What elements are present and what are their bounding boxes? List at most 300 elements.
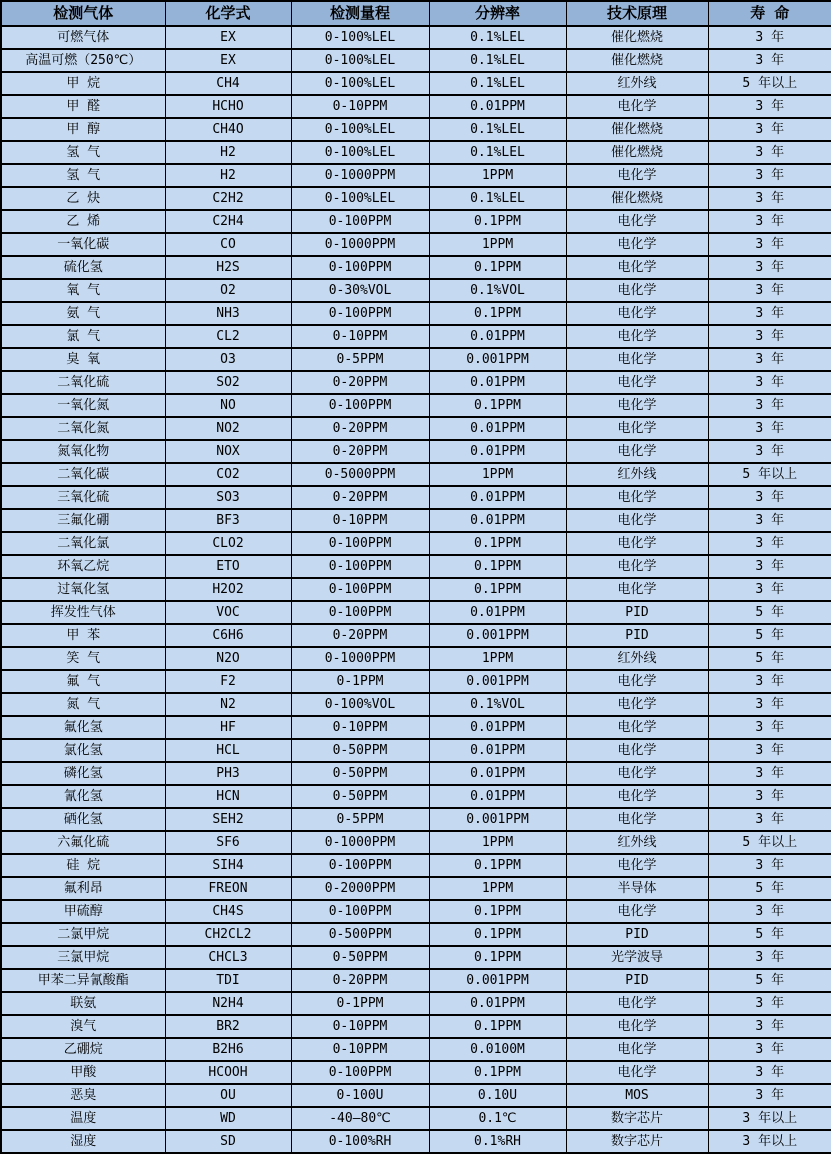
table-row xyxy=(1,854,831,877)
cell-formula: HF xyxy=(165,716,291,739)
table-row xyxy=(1,187,831,210)
table-row xyxy=(1,762,831,785)
cell-gas: 三氟化硼 xyxy=(1,509,165,532)
cell-formula: H2 xyxy=(165,164,291,187)
cell-principle: 电化学 xyxy=(566,1061,708,1084)
cell-principle: 电化学 xyxy=(566,371,708,394)
table-row xyxy=(1,601,831,624)
cell-formula: SIH4 xyxy=(165,854,291,877)
cell-gas: 乙 炔 xyxy=(1,187,165,210)
cell-gas: 一氧化碳 xyxy=(1,233,165,256)
cell-gas: 硒化氢 xyxy=(1,808,165,831)
cell-gas: 六氟化硫 xyxy=(1,831,165,854)
cell-gas: 氯化氢 xyxy=(1,739,165,762)
cell-range: 0-500PPM xyxy=(291,923,429,946)
cell-gas: 笑 气 xyxy=(1,647,165,670)
table-row xyxy=(1,302,831,325)
cell-resolution: 0.01PPM xyxy=(429,417,566,440)
column-header-lifespan: 寿 命 xyxy=(708,1,831,26)
cell-gas: 磷化氢 xyxy=(1,762,165,785)
cell-lifespan: 3 年 xyxy=(708,578,831,601)
table-row xyxy=(1,325,831,348)
table-row xyxy=(1,440,831,463)
column-header-formula: 化学式 xyxy=(165,1,291,26)
cell-formula: NH3 xyxy=(165,302,291,325)
cell-range: 0-30%VOL xyxy=(291,279,429,302)
cell-resolution: 0.1%LEL xyxy=(429,141,566,164)
cell-lifespan: 3 年 xyxy=(708,716,831,739)
cell-lifespan: 5 年 xyxy=(708,601,831,624)
cell-lifespan: 3 年 xyxy=(708,1015,831,1038)
cell-lifespan: 3 年 xyxy=(708,670,831,693)
cell-lifespan: 3 年 xyxy=(708,440,831,463)
cell-formula: CH4S xyxy=(165,900,291,923)
cell-gas: 乙 烯 xyxy=(1,210,165,233)
table-row xyxy=(1,394,831,417)
cell-range: 0-100PPM xyxy=(291,900,429,923)
cell-principle: 电化学 xyxy=(566,509,708,532)
cell-lifespan: 3 年 xyxy=(708,279,831,302)
cell-lifespan: 5 年 xyxy=(708,624,831,647)
cell-resolution: 0.001PPM xyxy=(429,808,566,831)
cell-resolution: 0.01PPM xyxy=(429,509,566,532)
cell-range: 0-50PPM xyxy=(291,785,429,808)
cell-resolution: 0.01PPM xyxy=(429,762,566,785)
cell-lifespan: 3 年 xyxy=(708,785,831,808)
cell-gas: 氰化氢 xyxy=(1,785,165,808)
cell-lifespan: 3 年 xyxy=(708,1061,831,1084)
cell-resolution: 0.01PPM xyxy=(429,716,566,739)
cell-formula: SD xyxy=(165,1130,291,1153)
cell-range: 0-100%RH xyxy=(291,1130,429,1153)
cell-formula: WD xyxy=(165,1107,291,1130)
cell-range: 0-1PPM xyxy=(291,992,429,1015)
cell-range: 0-20PPM xyxy=(291,969,429,992)
cell-gas: 氯 气 xyxy=(1,325,165,348)
cell-principle: 数字芯片 xyxy=(566,1130,708,1153)
cell-resolution: 0.1PPM xyxy=(429,854,566,877)
cell-range: -40—80℃ xyxy=(291,1107,429,1130)
cell-lifespan: 5 年以上 xyxy=(708,831,831,854)
cell-formula: O2 xyxy=(165,279,291,302)
cell-gas: 臭 氧 xyxy=(1,348,165,371)
cell-range: 0-1000PPM xyxy=(291,831,429,854)
cell-resolution: 0.1%VOL xyxy=(429,693,566,716)
table-row xyxy=(1,532,831,555)
cell-range: 0-100%LEL xyxy=(291,49,429,72)
cell-formula: PH3 xyxy=(165,762,291,785)
cell-range: 0-1PPM xyxy=(291,670,429,693)
cell-formula: EX xyxy=(165,26,291,49)
table-row xyxy=(1,95,831,118)
cell-formula: B2H6 xyxy=(165,1038,291,1061)
table-row xyxy=(1,210,831,233)
cell-range: 0-50PPM xyxy=(291,946,429,969)
cell-principle: 电化学 xyxy=(566,233,708,256)
cell-range: 0-100PPM xyxy=(291,1061,429,1084)
cell-principle: 红外线 xyxy=(566,647,708,670)
cell-resolution: 1PPM xyxy=(429,164,566,187)
cell-lifespan: 3 年 xyxy=(708,509,831,532)
cell-gas: 可燃气体 xyxy=(1,26,165,49)
cell-formula: OU xyxy=(165,1084,291,1107)
table-row xyxy=(1,693,831,716)
cell-principle: 催化燃烧 xyxy=(566,118,708,141)
cell-lifespan: 3 年 xyxy=(708,26,831,49)
cell-resolution: 0.1%LEL xyxy=(429,187,566,210)
cell-gas: 环氧乙烷 xyxy=(1,555,165,578)
cell-range: 0-20PPM xyxy=(291,486,429,509)
cell-formula: HCN xyxy=(165,785,291,808)
cell-range: 0-10PPM xyxy=(291,509,429,532)
cell-range: 0-100PPM xyxy=(291,555,429,578)
cell-resolution: 0.01PPM xyxy=(429,95,566,118)
cell-formula: EX xyxy=(165,49,291,72)
cell-gas: 一氧化氮 xyxy=(1,394,165,417)
table-row xyxy=(1,141,831,164)
cell-resolution: 0.001PPM xyxy=(429,670,566,693)
cell-lifespan: 3 年 xyxy=(708,233,831,256)
cell-resolution: 0.1PPM xyxy=(429,946,566,969)
cell-lifespan: 3 年 xyxy=(708,693,831,716)
cell-principle: 电化学 xyxy=(566,578,708,601)
cell-principle: 电化学 xyxy=(566,785,708,808)
cell-lifespan: 3 年 xyxy=(708,348,831,371)
table-row xyxy=(1,716,831,739)
cell-lifespan: 3 年 xyxy=(708,210,831,233)
cell-lifespan: 5 年以上 xyxy=(708,72,831,95)
cell-resolution: 0.1%LEL xyxy=(429,49,566,72)
table-row xyxy=(1,164,831,187)
cell-formula: CLO2 xyxy=(165,532,291,555)
table-row xyxy=(1,279,831,302)
cell-principle: 电化学 xyxy=(566,992,708,1015)
cell-principle: 电化学 xyxy=(566,555,708,578)
cell-range: 0-100%VOL xyxy=(291,693,429,716)
cell-principle: 电化学 xyxy=(566,302,708,325)
cell-resolution: 1PPM xyxy=(429,463,566,486)
cell-gas: 二氧化氮 xyxy=(1,417,165,440)
cell-formula: O3 xyxy=(165,348,291,371)
cell-gas: 甲苯二异氰酸酯 xyxy=(1,969,165,992)
cell-range: 0-50PPM xyxy=(291,739,429,762)
cell-resolution: 1PPM xyxy=(429,877,566,900)
cell-resolution: 0.1%RH xyxy=(429,1130,566,1153)
column-header-range: 检测量程 xyxy=(291,1,429,26)
table-row xyxy=(1,1038,831,1061)
cell-range: 0-20PPM xyxy=(291,440,429,463)
cell-range: 0-20PPM xyxy=(291,417,429,440)
cell-formula: C6H6 xyxy=(165,624,291,647)
cell-principle: 电化学 xyxy=(566,808,708,831)
cell-principle: 催化燃烧 xyxy=(566,187,708,210)
cell-gas: 乙硼烷 xyxy=(1,1038,165,1061)
cell-range: 0-10PPM xyxy=(291,325,429,348)
table-row xyxy=(1,233,831,256)
cell-principle: 电化学 xyxy=(566,394,708,417)
cell-gas: 甲硫醇 xyxy=(1,900,165,923)
cell-gas: 氢 气 xyxy=(1,141,165,164)
cell-gas: 氧 气 xyxy=(1,279,165,302)
cell-lifespan: 3 年 xyxy=(708,762,831,785)
cell-lifespan: 3 年 xyxy=(708,394,831,417)
cell-range: 0-100%LEL xyxy=(291,187,429,210)
table-row xyxy=(1,463,831,486)
cell-lifespan: 3 年 xyxy=(708,532,831,555)
cell-formula: HCHO xyxy=(165,95,291,118)
cell-formula: CH4 xyxy=(165,72,291,95)
cell-formula: VOC xyxy=(165,601,291,624)
cell-gas: 硫化氢 xyxy=(1,256,165,279)
cell-formula: NOX xyxy=(165,440,291,463)
cell-principle: 电化学 xyxy=(566,670,708,693)
table-row xyxy=(1,118,831,141)
cell-gas: 温度 xyxy=(1,1107,165,1130)
cell-resolution: 0.1PPM xyxy=(429,900,566,923)
cell-lifespan: 3 年 xyxy=(708,854,831,877)
cell-gas: 二氧化碳 xyxy=(1,463,165,486)
cell-gas: 氮氧化物 xyxy=(1,440,165,463)
table-row xyxy=(1,647,831,670)
cell-range: 0-100PPM xyxy=(291,601,429,624)
cell-resolution: 0.10U xyxy=(429,1084,566,1107)
cell-range: 0-1000PPM xyxy=(291,233,429,256)
cell-range: 0-10PPM xyxy=(291,1015,429,1038)
cell-resolution: 0.001PPM xyxy=(429,969,566,992)
cell-resolution: 0.1PPM xyxy=(429,555,566,578)
cell-lifespan: 3 年 xyxy=(708,118,831,141)
cell-gas: 甲 醛 xyxy=(1,95,165,118)
cell-resolution: 0.01PPM xyxy=(429,739,566,762)
cell-range: 0-1000PPM xyxy=(291,164,429,187)
cell-principle: 数字芯片 xyxy=(566,1107,708,1130)
table-row xyxy=(1,900,831,923)
table-row xyxy=(1,624,831,647)
cell-range: 0-1000PPM xyxy=(291,647,429,670)
cell-lifespan: 3 年 xyxy=(708,371,831,394)
cell-range: 0-5PPM xyxy=(291,348,429,371)
cell-resolution: 0.01PPM xyxy=(429,992,566,1015)
cell-formula: NO xyxy=(165,394,291,417)
table-row xyxy=(1,371,831,394)
cell-range: 0-100PPM xyxy=(291,302,429,325)
cell-gas: 溴气 xyxy=(1,1015,165,1038)
cell-range: 0-5000PPM xyxy=(291,463,429,486)
cell-principle: 电化学 xyxy=(566,693,708,716)
cell-lifespan: 5 年以上 xyxy=(708,463,831,486)
table-row xyxy=(1,969,831,992)
cell-range: 0-10PPM xyxy=(291,95,429,118)
cell-gas: 湿度 xyxy=(1,1130,165,1153)
cell-formula: CHCL3 xyxy=(165,946,291,969)
cell-principle: 电化学 xyxy=(566,854,708,877)
table-row xyxy=(1,417,831,440)
cell-range: 0-100PPM xyxy=(291,578,429,601)
cell-principle: 电化学 xyxy=(566,900,708,923)
cell-gas: 氟化氢 xyxy=(1,716,165,739)
cell-formula: F2 xyxy=(165,670,291,693)
cell-resolution: 0.001PPM xyxy=(429,348,566,371)
cell-gas: 硅 烷 xyxy=(1,854,165,877)
cell-formula: FREON xyxy=(165,877,291,900)
cell-lifespan: 5 年 xyxy=(708,969,831,992)
cell-resolution: 0.01PPM xyxy=(429,486,566,509)
cell-formula: HCL xyxy=(165,739,291,762)
table-row xyxy=(1,509,831,532)
table-body xyxy=(1,26,831,1153)
column-header-gas: 检测气体 xyxy=(1,1,165,26)
table-row xyxy=(1,831,831,854)
table-row xyxy=(1,578,831,601)
column-header-resolution: 分辨率 xyxy=(429,1,566,26)
cell-formula: BR2 xyxy=(165,1015,291,1038)
cell-principle: 光学波导 xyxy=(566,946,708,969)
table-row xyxy=(1,785,831,808)
cell-formula: CO xyxy=(165,233,291,256)
cell-resolution: 1PPM xyxy=(429,647,566,670)
cell-principle: 电化学 xyxy=(566,1038,708,1061)
cell-gas: 甲 苯 xyxy=(1,624,165,647)
cell-lifespan: 3 年 xyxy=(708,49,831,72)
cell-lifespan: 3 年 xyxy=(708,992,831,1015)
cell-resolution: 0.1℃ xyxy=(429,1107,566,1130)
cell-lifespan: 3 年以上 xyxy=(708,1130,831,1153)
cell-principle: 半导体 xyxy=(566,877,708,900)
cell-formula: CH2CL2 xyxy=(165,923,291,946)
cell-formula: H2 xyxy=(165,141,291,164)
cell-resolution: 0.01PPM xyxy=(429,440,566,463)
cell-resolution: 0.1PPM xyxy=(429,256,566,279)
cell-principle: 电化学 xyxy=(566,325,708,348)
cell-principle: 电化学 xyxy=(566,279,708,302)
cell-range: 0-100%LEL xyxy=(291,118,429,141)
cell-resolution: 0.1PPM xyxy=(429,394,566,417)
cell-formula: NO2 xyxy=(165,417,291,440)
cell-gas: 高温可燃（250℃） xyxy=(1,49,165,72)
cell-gas: 二氧化氯 xyxy=(1,532,165,555)
cell-formula: SO3 xyxy=(165,486,291,509)
cell-principle: 电化学 xyxy=(566,1015,708,1038)
table-row xyxy=(1,1107,831,1130)
table-row xyxy=(1,1015,831,1038)
cell-gas: 甲 醇 xyxy=(1,118,165,141)
cell-principle: 电化学 xyxy=(566,256,708,279)
cell-principle: 电化学 xyxy=(566,164,708,187)
cell-range: 0-100PPM xyxy=(291,256,429,279)
cell-lifespan: 5 年 xyxy=(708,877,831,900)
cell-resolution: 0.01PPM xyxy=(429,601,566,624)
cell-resolution: 0.1PPM xyxy=(429,532,566,555)
cell-formula: ETO xyxy=(165,555,291,578)
cell-formula: HCOOH xyxy=(165,1061,291,1084)
cell-principle: 电化学 xyxy=(566,417,708,440)
cell-principle: 催化燃烧 xyxy=(566,141,708,164)
cell-range: 0-10PPM xyxy=(291,1038,429,1061)
cell-range: 0-100%LEL xyxy=(291,72,429,95)
cell-resolution: 0.1%LEL xyxy=(429,72,566,95)
cell-resolution: 0.1PPM xyxy=(429,923,566,946)
cell-gas: 二氧化硫 xyxy=(1,371,165,394)
cell-lifespan: 3 年 xyxy=(708,95,831,118)
cell-gas: 甲酸 xyxy=(1,1061,165,1084)
cell-principle: 电化学 xyxy=(566,95,708,118)
cell-lifespan: 3 年 xyxy=(708,900,831,923)
cell-resolution: 0.01PPM xyxy=(429,325,566,348)
cell-principle: 电化学 xyxy=(566,440,708,463)
cell-resolution: 0.1PPM xyxy=(429,210,566,233)
cell-principle: 电化学 xyxy=(566,739,708,762)
cell-range: 0-10PPM xyxy=(291,716,429,739)
table-row xyxy=(1,1061,831,1084)
cell-lifespan: 3 年 xyxy=(708,325,831,348)
cell-range: 0-100PPM xyxy=(291,394,429,417)
cell-gas: 二氯甲烷 xyxy=(1,923,165,946)
cell-range: 0-100PPM xyxy=(291,854,429,877)
cell-resolution: 0.1PPM xyxy=(429,578,566,601)
cell-lifespan: 3 年 xyxy=(708,1084,831,1107)
cell-lifespan: 3 年 xyxy=(708,739,831,762)
cell-lifespan: 3 年 xyxy=(708,187,831,210)
cell-formula: N2O xyxy=(165,647,291,670)
cell-resolution: 1PPM xyxy=(429,233,566,256)
cell-principle: 电化学 xyxy=(566,532,708,555)
cell-formula: CO2 xyxy=(165,463,291,486)
cell-formula: N2 xyxy=(165,693,291,716)
table-row xyxy=(1,1084,831,1107)
cell-resolution: 0.001PPM xyxy=(429,624,566,647)
cell-principle: PID xyxy=(566,923,708,946)
cell-formula: H2O2 xyxy=(165,578,291,601)
cell-range: 0-100PPM xyxy=(291,210,429,233)
cell-formula: N2H4 xyxy=(165,992,291,1015)
cell-principle: 催化燃烧 xyxy=(566,26,708,49)
cell-gas: 联氨 xyxy=(1,992,165,1015)
cell-range: 0-100PPM xyxy=(291,532,429,555)
header-row xyxy=(1,1,831,26)
cell-lifespan: 3 年 xyxy=(708,808,831,831)
cell-resolution: 0.1%LEL xyxy=(429,118,566,141)
table-row xyxy=(1,486,831,509)
table-row xyxy=(1,923,831,946)
cell-lifespan: 3 年 xyxy=(708,1038,831,1061)
cell-formula: TDI xyxy=(165,969,291,992)
cell-principle: PID xyxy=(566,601,708,624)
cell-gas: 氟利昂 xyxy=(1,877,165,900)
cell-principle: 红外线 xyxy=(566,831,708,854)
cell-gas: 氮 气 xyxy=(1,693,165,716)
cell-lifespan: 3 年 xyxy=(708,302,831,325)
table-row xyxy=(1,739,831,762)
cell-gas: 挥发性气体 xyxy=(1,601,165,624)
table-row xyxy=(1,946,831,969)
cell-gas: 恶臭 xyxy=(1,1084,165,1107)
cell-formula: C2H2 xyxy=(165,187,291,210)
cell-principle: 电化学 xyxy=(566,210,708,233)
table-row xyxy=(1,808,831,831)
cell-lifespan: 3 年以上 xyxy=(708,1107,831,1130)
cell-range: 0-50PPM xyxy=(291,762,429,785)
cell-principle: 红外线 xyxy=(566,72,708,95)
cell-lifespan: 3 年 xyxy=(708,486,831,509)
cell-formula: CL2 xyxy=(165,325,291,348)
cell-resolution: 0.1PPM xyxy=(429,1015,566,1038)
column-header-principle: 技术原理 xyxy=(566,1,708,26)
table-row xyxy=(1,992,831,1015)
cell-lifespan: 3 年 xyxy=(708,164,831,187)
cell-lifespan: 5 年 xyxy=(708,647,831,670)
cell-principle: MOS xyxy=(566,1084,708,1107)
table-row xyxy=(1,256,831,279)
